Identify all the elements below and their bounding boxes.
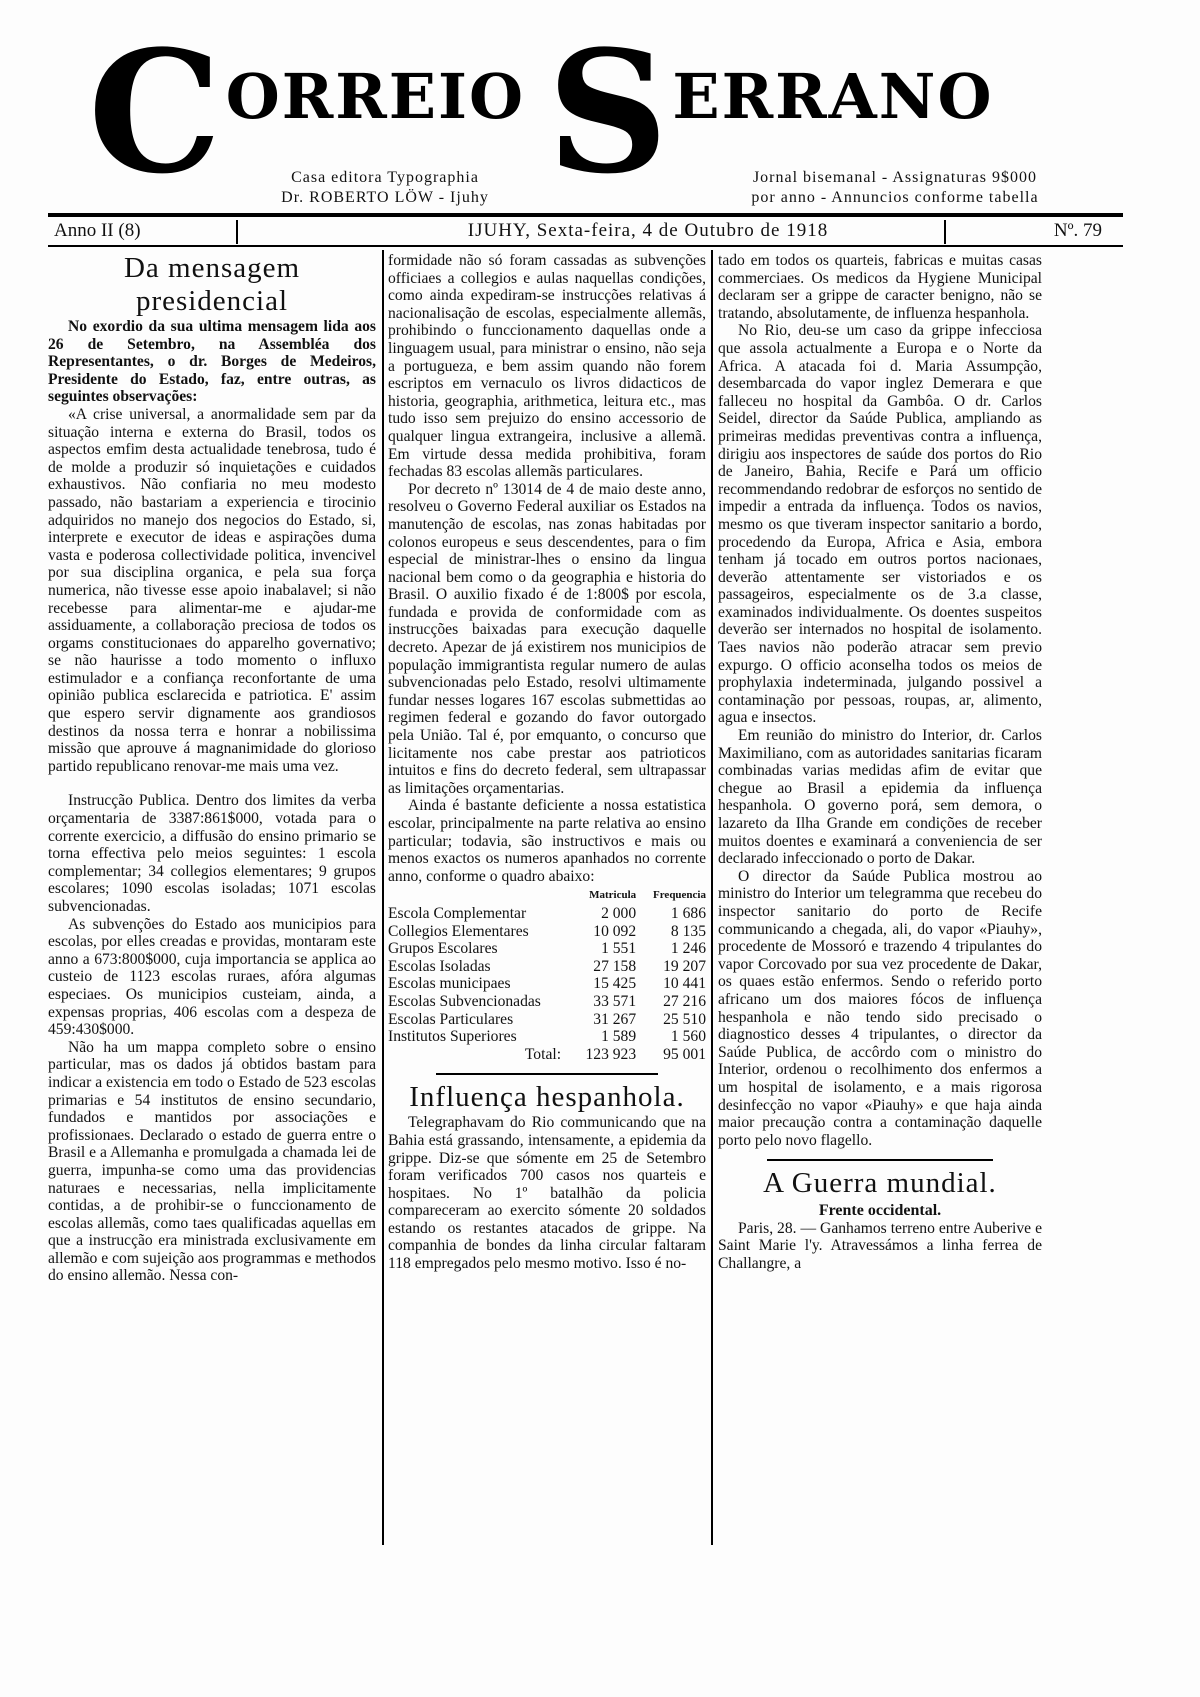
row-matricula: 10 092 (593, 922, 637, 940)
paragraph: Telegraphavam do Rio communicando que na Bahia está grassando, intensamente, a epidemia da grippe. Diz-se que sómente em 25 de Setembro foram verificados 700 casos nos quarteis e hospitaes. No 1º batalhão da policia compareceram ao exercito sómente 20 soldados estando os restantes atacados de grippe. Na companhia de bondes da linha circular faltaram 118 empregados pelo mesmo motivo. Isso é no- (388, 1114, 706, 1273)
paragraph: Não ha um mappa completo sobre o ensino particular, mas os dados já obtidos bastam para indicar a existencia em todo o Estado de 523 escolas primarias e 54 institutos de ensino secundario, fundados e mantidos por associações e profissionaes. Declarado o estado de guerra entre o Brasil e a Allemanha e promulgada a chamada lei de guerra, impunha-se como uma das providencias naturaes e necessarias, nella implicitamente contidas, a de prohibir-se o funccionamento de escolas allemãs, como taes qualificadas aquellas em que a instrucção era ministrada exclusivamente em allemão e com sujeição aos programmas e methodos do ensino allemão. Nessa con- (48, 1038, 376, 1285)
issue-number: Nº. 79 (1053, 220, 1102, 241)
paragraph: Por decreto nº 13014 de 4 de maio deste anno, resolveu o Governo Federal auxiliar os Estados na manutenção de escolas, nas zonas habitadas por colonos europeus e seus descendentes, para o fim especial de ministrar-lhes o ensino da lingua nacional bem como o da geographia e historia do Brasil. O auxilio fixado é de 1:800$ por escola, fundada e provida de conformidade com as instrucções baixadas para execução daquelle decreto. Apezar de já existirem nos municipios de população immigrantista regular numero de aulas subvencionadas pelo Estado, resolvi ultimamente fundar nesses logares 167 escolas submettidas ao regimen federal e gozando do favor outorgado pela União. Tal é, por emquanto, o concurso que licitamente nos cabe prestar aos patrioticos intuitos e fins do decreto federal, sem ultrapassar as limitações orçamentarias. (388, 480, 706, 797)
subscription-info (720, 168, 1070, 208)
article-subtitle: Frente occidental. (818, 1202, 942, 1220)
row-frequencia: 19 207 (663, 957, 706, 975)
row-matricula: 1 589 (601, 1028, 637, 1046)
column-header: Frequencia (653, 889, 706, 902)
paragraph: As subvenções do Estado aos municipios para escolas, por elles creadas e providas, montaram este anno a 673:800$000, cuja importancia se applica ao custeio de 1123 escolas ruraes, afóra algumas especiaes. Os municipios custeiam, ainda, a expensas proprias, 406 escolas com a despeza de 459:430$000. (48, 915, 376, 1039)
dateline-divider (944, 220, 946, 244)
paragraph: No exordio da sua ultima mensagem lida aos 26 de Setembro, na Assembléa dos Representantes, o dr. Borges de Medeiros, Presidente do Estado, faz, entre outras, as seguintes observações: (48, 318, 376, 406)
paragraph: Paris, 28. — Ganhamos terreno entre Auberive e Saint Marie l'y. Atravessámos a linha ferrea de Challangre, a (718, 1219, 1042, 1273)
school-statistics-table (388, 887, 706, 1063)
masthead-initial-s: S (547, 13, 669, 211)
paragraph: Ainda é bastante deficiente a nossa estatistica escolar, principalmente na parte relativa ao ensino particular; todavia, são instructivos e mais ou menos exactos os numeros apanhados no corrente anno, conforme o quadro abaixo: (388, 797, 706, 885)
row-matricula: 15 425 (593, 975, 637, 993)
article-title-mensagem: Da mensagem presidencial (123, 252, 301, 317)
total-matricula: 123 923 (585, 1045, 637, 1063)
paragraph: No Rio, deu-se um caso da grippe infecciosa que assola actualmente a Europa e o Norte da Africa. A atacada foi d. Maria Assumpção, desembarcada do vapor inglez Demerara e que falleceu no hospital da Gambôa. O dr. Carlos Seidel, director da Saúde Publica, ampliando as primeiras medidas preventivas contra a influença, dirigiu aos inspectores de saúde dos portos do Rio de Janeiro, Bahia, Recife e Pará um officio recommendando redobrar de esforços no sentido de impedir a entrada da influença. Todos os navios, mesmo os que tiveram inspector sanitario a bordo, procedendo da Europa, Africa e Asia, embora tenham já tocado em outros portos nacionaes, deverão attentamente ser vistoriados e os passageiros, especialmente os de 3.a classe, examinados individualmente. Os doentes suspeitos deverão ser internados no hospital de isolamento. Taes navios não poderão atracar sem previo expurgo. O officio aconselha todos os meios de prophylaxia indeterminada, julgando possivel a contaminação por pessoas, roupas, ar, alimento, agua e insectos. (718, 322, 1042, 727)
masthead-initial-c: C (88, 13, 222, 211)
row-frequencia: 1 560 (670, 1028, 706, 1046)
volume-label: Anno II (8) (54, 220, 141, 241)
row-frequencia: 1 246 (670, 940, 706, 958)
row-name: Grupos Escolares (388, 940, 498, 958)
table-row (388, 1028, 706, 1046)
row-name: Escolas Isoladas (388, 957, 491, 975)
paragraph: O director da Saúde Publica mostrou ao ministro do Interior um telegramma que recebeu do inspector sanitario do porto de Recife communicando a chegada, ali, do vapor «Piauhy», procedente de Mossoró e trazendo 4 tripulantes do vapor Corcovado por sua vez procedente de Dakar, os quaes estão enfermos. Sendo o referido porto africano um dos maiores fócos de influença hespanhola e não tendo sido precisado o diagnostico desses 4 tripulantes, o director da Saúde Publica, de accôrdo com o ministro do Interior, ordenou o recolhimento dos enfermos a um hospital de isolamento, e a mais rigorosa desinfecção no vapor «Piauhy» e que haja ainda maior precaução contra a contaminação daquelle porto pelo novo flagello. (718, 867, 1042, 1149)
column-3 (718, 252, 1042, 1273)
row-name: Collegios Elementares (388, 922, 529, 940)
table-total-row (388, 1046, 706, 1064)
column-rule (382, 250, 384, 1545)
row-frequencia: 10 441 (663, 975, 706, 993)
publisher-info (240, 168, 530, 208)
row-name: Escolas municipaes (388, 975, 511, 993)
total-frequencia: 95 001 (663, 1045, 706, 1063)
publisher-line: Casa editora Typographia (291, 169, 479, 186)
masthead (0, 0, 1200, 215)
paragraph: formidade não só foram cassadas as subvenções officiaes a collegios e aulas naquellas condições, como ainda expediram-se instrucções relativas á nacionalisação de escolas, especialmente allemãs, prohibindo o funccionamento daquellas onde a linguagem usual, para ministrar o ensino, não seja a portugueza, e bem assim quando não forem escriptos em vernaculo os livros didacticos de historia, geographia, arithmetica, leitura etc., mas tudo isso sem prejuizo do ensino accessorio de qualquer lingua extrangeira, inclusive a allemã. Em virtude dessa medida prohibitiva, foram fechadas 83 escolas allemãs particulares. (388, 252, 706, 481)
row-frequencia: 1 686 (670, 904, 706, 922)
row-matricula: 2 000 (601, 904, 637, 922)
publisher-line: Dr. ROBERTO LÖW - Ijuhy (281, 189, 489, 206)
row-frequencia: 8 135 (670, 922, 706, 940)
masthead-word-correio: ORREIO (225, 60, 526, 133)
masthead-word-serrano: ERRANO (672, 60, 994, 133)
total-label: Total: (524, 1045, 562, 1063)
paragraph: «A crise universal, a anormalidade sem par da situação interna e externa do Brasil, todos os aspectos emfim desta actualidade tenebrosa, tudo é de molde a produzir só inquietações e cuidados exhaustivos. Não confiaria no meu modesto passado, não bastariam a experiencia e tirocinio adquiridos no manejo dos negocios do Estado, si, interprete e executor de ideas e aspirações duma vasta e poderosa collectividade politica, invencivel por sua disciplina organica, e pela sua força numerica, não tivesse esse apoio inabalavel; si não recebesse para alimentar-me e ajudar-me assiduamente, a collaboração preciosa de todos os orgams constitucionaes do apparelho governativo; se não haurisse a todo momento o influxo estimulador e a confiança reconfortante de uma opinião publica esclarecida e patriotica. E' assim que espero servir dignamente aos grandiosos destinos da nossa terra e honrar a nobilissima missão que aprouve á magnanimidade do glorioso partido republicano renovar-me mais uma vez. (48, 405, 376, 775)
row-frequencia: 25 510 (663, 1010, 706, 1028)
column-2 (388, 252, 706, 1273)
dateline (50, 218, 1120, 244)
row-name: Escola Complementar (388, 904, 527, 922)
row-matricula: 31 267 (593, 1010, 637, 1028)
table-row (388, 975, 706, 993)
paragraph: tado em todos os quarteis, fabricas e muitas casas commerciaes. Os medicos da Hygiene Municipal declaram ser a grippe de caracter benigno, não se tratando, absolutamente, de influenza hespanhola. (718, 252, 1042, 322)
column-header: Matricula (589, 889, 637, 902)
subscription-line: por anno - Annuncios conforme tabella (751, 189, 1039, 206)
dateline-rule (48, 245, 1123, 247)
row-matricula: 33 571 (593, 992, 637, 1010)
row-frequencia: 27 216 (663, 992, 706, 1010)
table-row (388, 905, 706, 923)
top-rule (48, 213, 1123, 217)
row-matricula: 1 551 (601, 940, 637, 958)
article-title-guerra: A Guerra mundial. (763, 1167, 997, 1200)
dateline-divider (236, 220, 238, 244)
table-row (388, 923, 706, 941)
section-divider (436, 1073, 659, 1075)
section-divider (767, 1159, 994, 1161)
subscription-line: Jornal bisemanal - Assignaturas 9$000 (752, 169, 1038, 186)
paragraph: Em reunião do ministro do Interior, dr. Carlos Maximiliano, com as autoridades sanitarias ficaram combinadas varias medidas afim de evitar que chegue ao Brasil a epidemia da influença hespanhola. O governo porá, sem demora, o lazareto da Ilha Grande em condições de receber muitos doentes e examinará a conveniencia de ser declarado infeccionado o porto de Dakar. (718, 727, 1042, 868)
table-row (388, 993, 706, 1011)
column-rule (711, 250, 713, 1545)
row-name: Escolas Particulares (388, 1010, 514, 1028)
paragraph: Instrucção Publica. Dentro dos limites da verba orçamentaria de 3387:861$000, votada para o corrente exercicio, a diffusão do ensino primario se torna effectiva pelo meios seguintes: 1 escola complementar; 34 collegios elementares; 9 grupos escolares; 1090 escolas isoladas; 1071 escolas subvencionadas. (48, 792, 376, 915)
article-title-influenca: Influença hespanhola. (409, 1081, 685, 1114)
row-name: Institutos Superiores (388, 1028, 517, 1046)
row-matricula: 27 158 (593, 957, 637, 975)
place-date: IJUHY, Sexta-feira, 4 de Outubro de 1918 (467, 220, 829, 241)
row-name: Escolas Subvencionadas (388, 992, 541, 1010)
table-row (388, 1011, 706, 1029)
table-row (388, 940, 706, 958)
column-1 (48, 252, 376, 1285)
table-row (388, 958, 706, 976)
